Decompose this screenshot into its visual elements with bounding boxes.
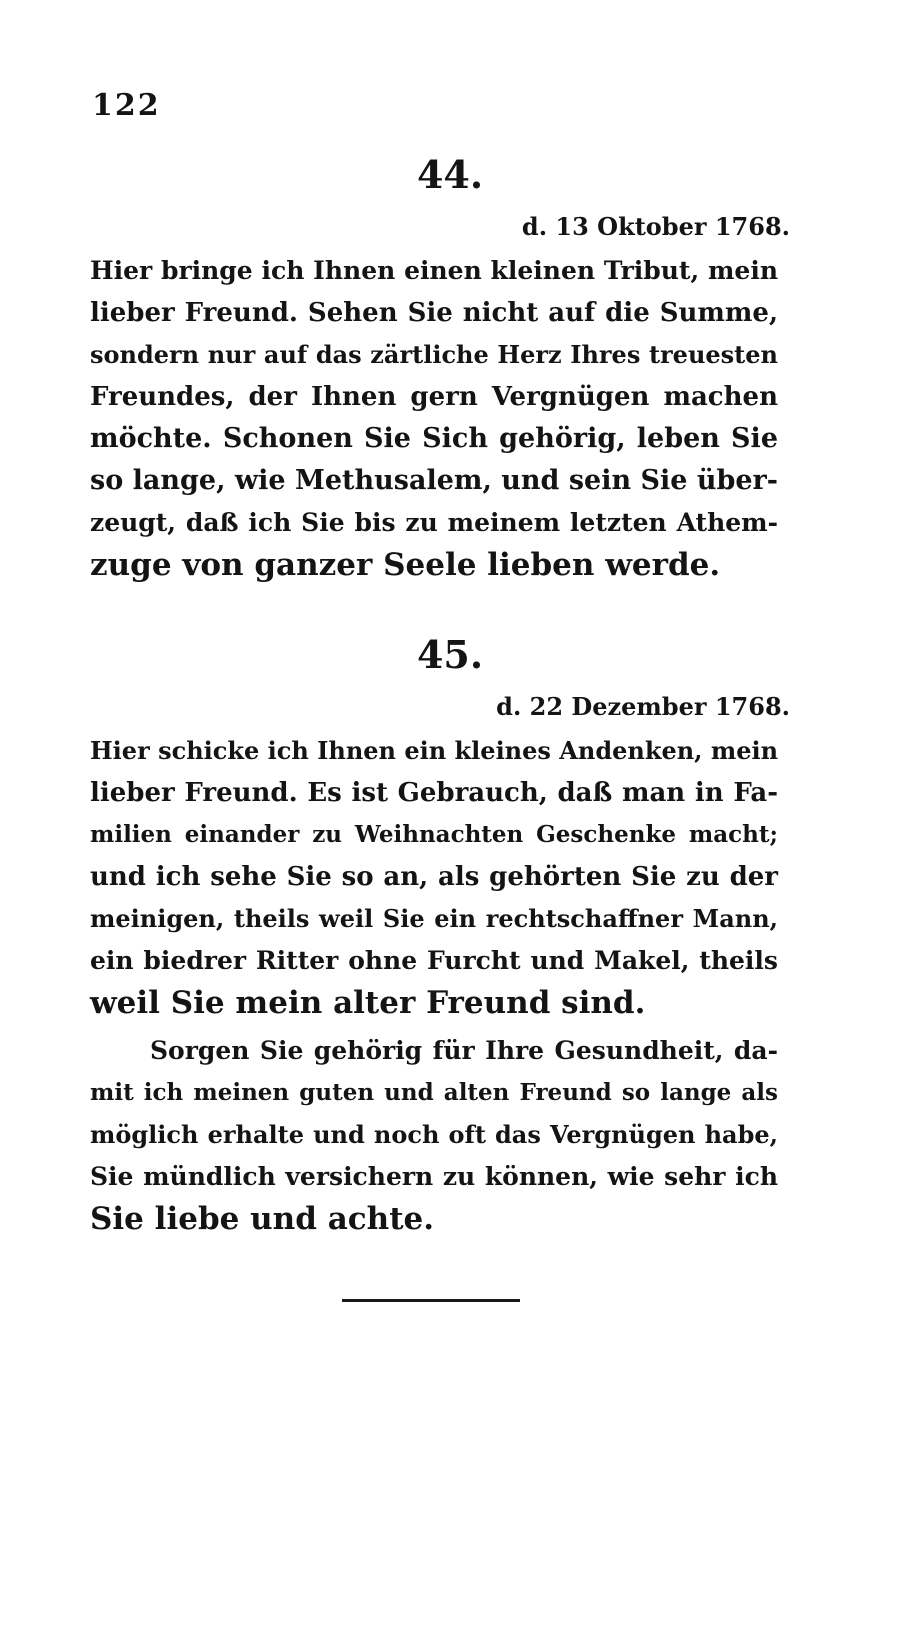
- letter-body: [90, 250, 778, 586]
- text-line: meinigen, theils weil Sie ein rechtschaffner Mann,: [90, 904, 778, 933]
- text-line: weil Sie mein alter Freund sind.: [90, 985, 646, 1021]
- text-line: und ich sehe Sie so an, als gehörten Sie zu der: [90, 862, 778, 892]
- text-line: Sorgen Sie gehörig für Ihre Gesundheit, da-: [150, 1036, 778, 1065]
- text-line: ein biedrer Ritter ohne Furcht und Makel, theils: [90, 946, 778, 975]
- text-line: Hier bringe ich Ihnen einen kleinen Tribut, mein: [90, 256, 778, 285]
- text-line: lieber Freund. Es ist Gebrauch, daß man in Fa-: [90, 778, 778, 808]
- text-line: zeugt, daß ich Sie bis zu meinem letzten Athem-: [90, 508, 778, 537]
- text-line: möchte. Schonen Sie Sich gehörig, leben Sie: [90, 423, 778, 454]
- text-line: mit ich meinen guten und alten Freund so lange als: [90, 1079, 778, 1106]
- text-line: Hier schicke ich Ihnen ein kleines Andenken, mein: [90, 736, 779, 765]
- letter-number: 45.: [416, 632, 484, 677]
- separator-rule: [342, 1299, 520, 1302]
- text-line: Sie mündlich versichern zu können, wie sehr ich: [90, 1162, 778, 1191]
- letter-body: [90, 730, 778, 1024]
- text-line: milien einander zu Weihnachten Geschenke macht;: [90, 821, 778, 848]
- text-line: möglich erhalte und noch oft das Vergnügen habe,: [90, 1120, 778, 1149]
- text-line: sondern nur auf das zärtliche Herz Ihres treuesten: [90, 340, 778, 369]
- text-line: lieber Freund. Sehen Sie nicht auf die Summe,: [90, 298, 778, 328]
- letter-date: d. 13 Oktober 1768.: [521, 212, 790, 241]
- text-line: zuge von ganzer Seele lieben werde.: [90, 547, 721, 583]
- letter-date: d. 22 Dezember 1768.: [496, 692, 790, 721]
- letter-number: 44.: [416, 152, 484, 197]
- text-line: Sie liebe und achte.: [90, 1201, 435, 1237]
- text-line: so lange, wie Methusalem, und sein Sie über-: [90, 465, 778, 496]
- text-line: Freundes, der Ihnen gern Vergnügen machen: [90, 382, 778, 412]
- page-number: 122: [92, 88, 161, 123]
- letter-body-paragraph: [90, 1030, 778, 1240]
